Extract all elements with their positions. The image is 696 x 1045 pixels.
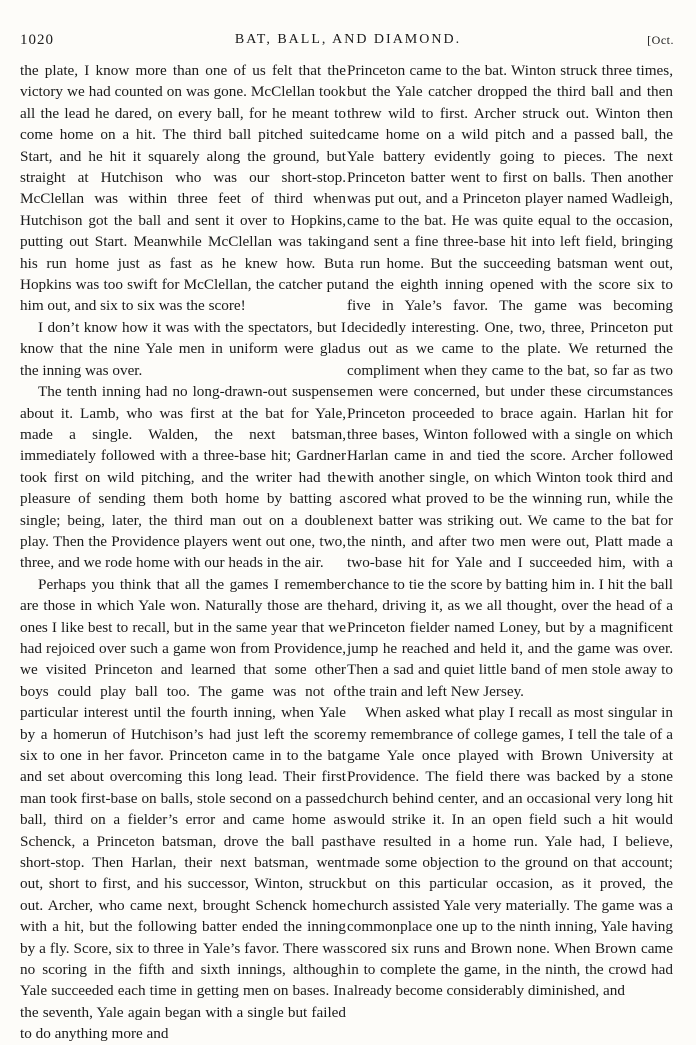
right-column	[347, 60, 673, 1002]
paragraph: Perhaps you think that all the games I remember are those in which Yale won. Naturally those are the ones I like best to recall, but in the same year that we had rejoiced over such a game won from Providence, we visited Princeton and learned that some other boys could play ball too. The game was not of particular interest until the fourth inning, when Yale by a homerun of Hutchison’s had just left the score six to one in her favor. Princeton came in to the bat and set about overcoming this long lead. Their first man took first-base on balls, stole second on a passed ball, third on a fielder’s error and came home as Schenck, a Princeton batsman, drove the ball past short-stop. Then Harlan, their next batsman, went out, short to first, and his successor, Winton, struck out. Archer, who came next, brought Schenck home with a hit, but the following batter ended the inning by a fly. Score, six to three in Yale’s favor. There was no scoring in the fifth and sixth innings, although Yale succeeded each time in getting men on bases. In the seventh, Yale again began with a single but failed to do anything more and	[20, 575, 346, 1043]
page-number: 1020	[20, 32, 54, 48]
paragraph: When asked what play I recall as most singular in my remembrance of college games, I tell the tale of a game Yale once played with Brown University at Providence. The field there was backed by a stone church behind center, and an occasional very long hit would strike it. In an open field such a hit would have resulted in a home run. Yale had, I believe, made some objection to the ground on that account; but on this particular occasion, as it proved, the church assisted Yale very materially. The game was a commonplace one up to the ninth inning, Yale having scored six runs and Brown none. When Brown came in to complete the game, in the ninth, the crowd had already become considerably diminished, and	[347, 704, 673, 1000]
paragraph: The tenth inning had no long-drawn-out suspense about it. Lamb, who was first at the bat for Yale, made a single. Walden, the next batsman, immediately followed with a three-base hit; Gardner took first on wild pitching, and the writer had the pleasure of sending them both home by batting a single; being, later, the third man out on a double play. Then the Providence players went out one, two, three, and we rode home with our heads in the air.	[20, 383, 346, 572]
issue-month: [Oct.	[647, 33, 674, 47]
paragraph: Princeton came to the bat. Winton struck three times, but the Yale catcher dropped the third ball and then threw wild to first. Archer struck out. Winton then came home on a wild pitch and a passed ball, the Yale battery evidently going to pieces. The next Princeton batter went to first on balls. Then another was put out, and a Princeton player named Wadleigh, came to the bat. He was quite equal to the occasion, and sent a fine three-base hit into left field, bringing a run home. But the succeeding batsman went out, and the eighth inning opened with the score six to five in Yale’s favor. The game was becoming decidedly interesting. One, two, three, Princeton put us out as we came to the plate. We returned the compliment when they came to the bat, so far as two men were concerned, but under these circumstances Princeton proceeded to brace again. Harlan hit for three bases, Winton followed with a single on which Harlan came in and tied the score. Archer followed with another single, on which Winton took third and scored what proved to be the winning run, while the next batter was striking out. We came to the bat for the ninth, and after two men were out, Platt made a two-base hit for Yale and I succeeded him, with a chance to tie the score by batting him in. I hit the ball hard, driving it, as we all thought, over the head of a Princeton fielder named Loney, but by a magnificent jump he reached and held it, and the game was over. Then a sad and quiet little band of men stole away to the train and left New Jersey.	[347, 62, 673, 700]
running-title: BAT, BALL, AND DIAMOND.	[234, 32, 462, 47]
paragraph: I don’t know how it was with the spectators, but I know that the nine Yale men in uniform were glad the inning was over.	[20, 318, 346, 379]
left-column	[20, 60, 346, 1045]
paragraph: the plate, I know more than one of us felt that the victory we had counted on was gone. McClellan took all the lead he dared, on every ball, for he meant to come home on a hit. The third ball pitched suited Start, and he hit it squarely along the ground, but straight at Hutchison who was our short-stop. McClellan was within three feet of third when Hutchison got the ball and sent it over to Hopkins, putting out Start. Meanwhile McClellan was taking his run home just as fast as he knew how. But Hopkins was too swift for McClellan, the catcher put him out, and six to six was the score!	[20, 62, 346, 315]
page-header	[0, 32, 696, 52]
